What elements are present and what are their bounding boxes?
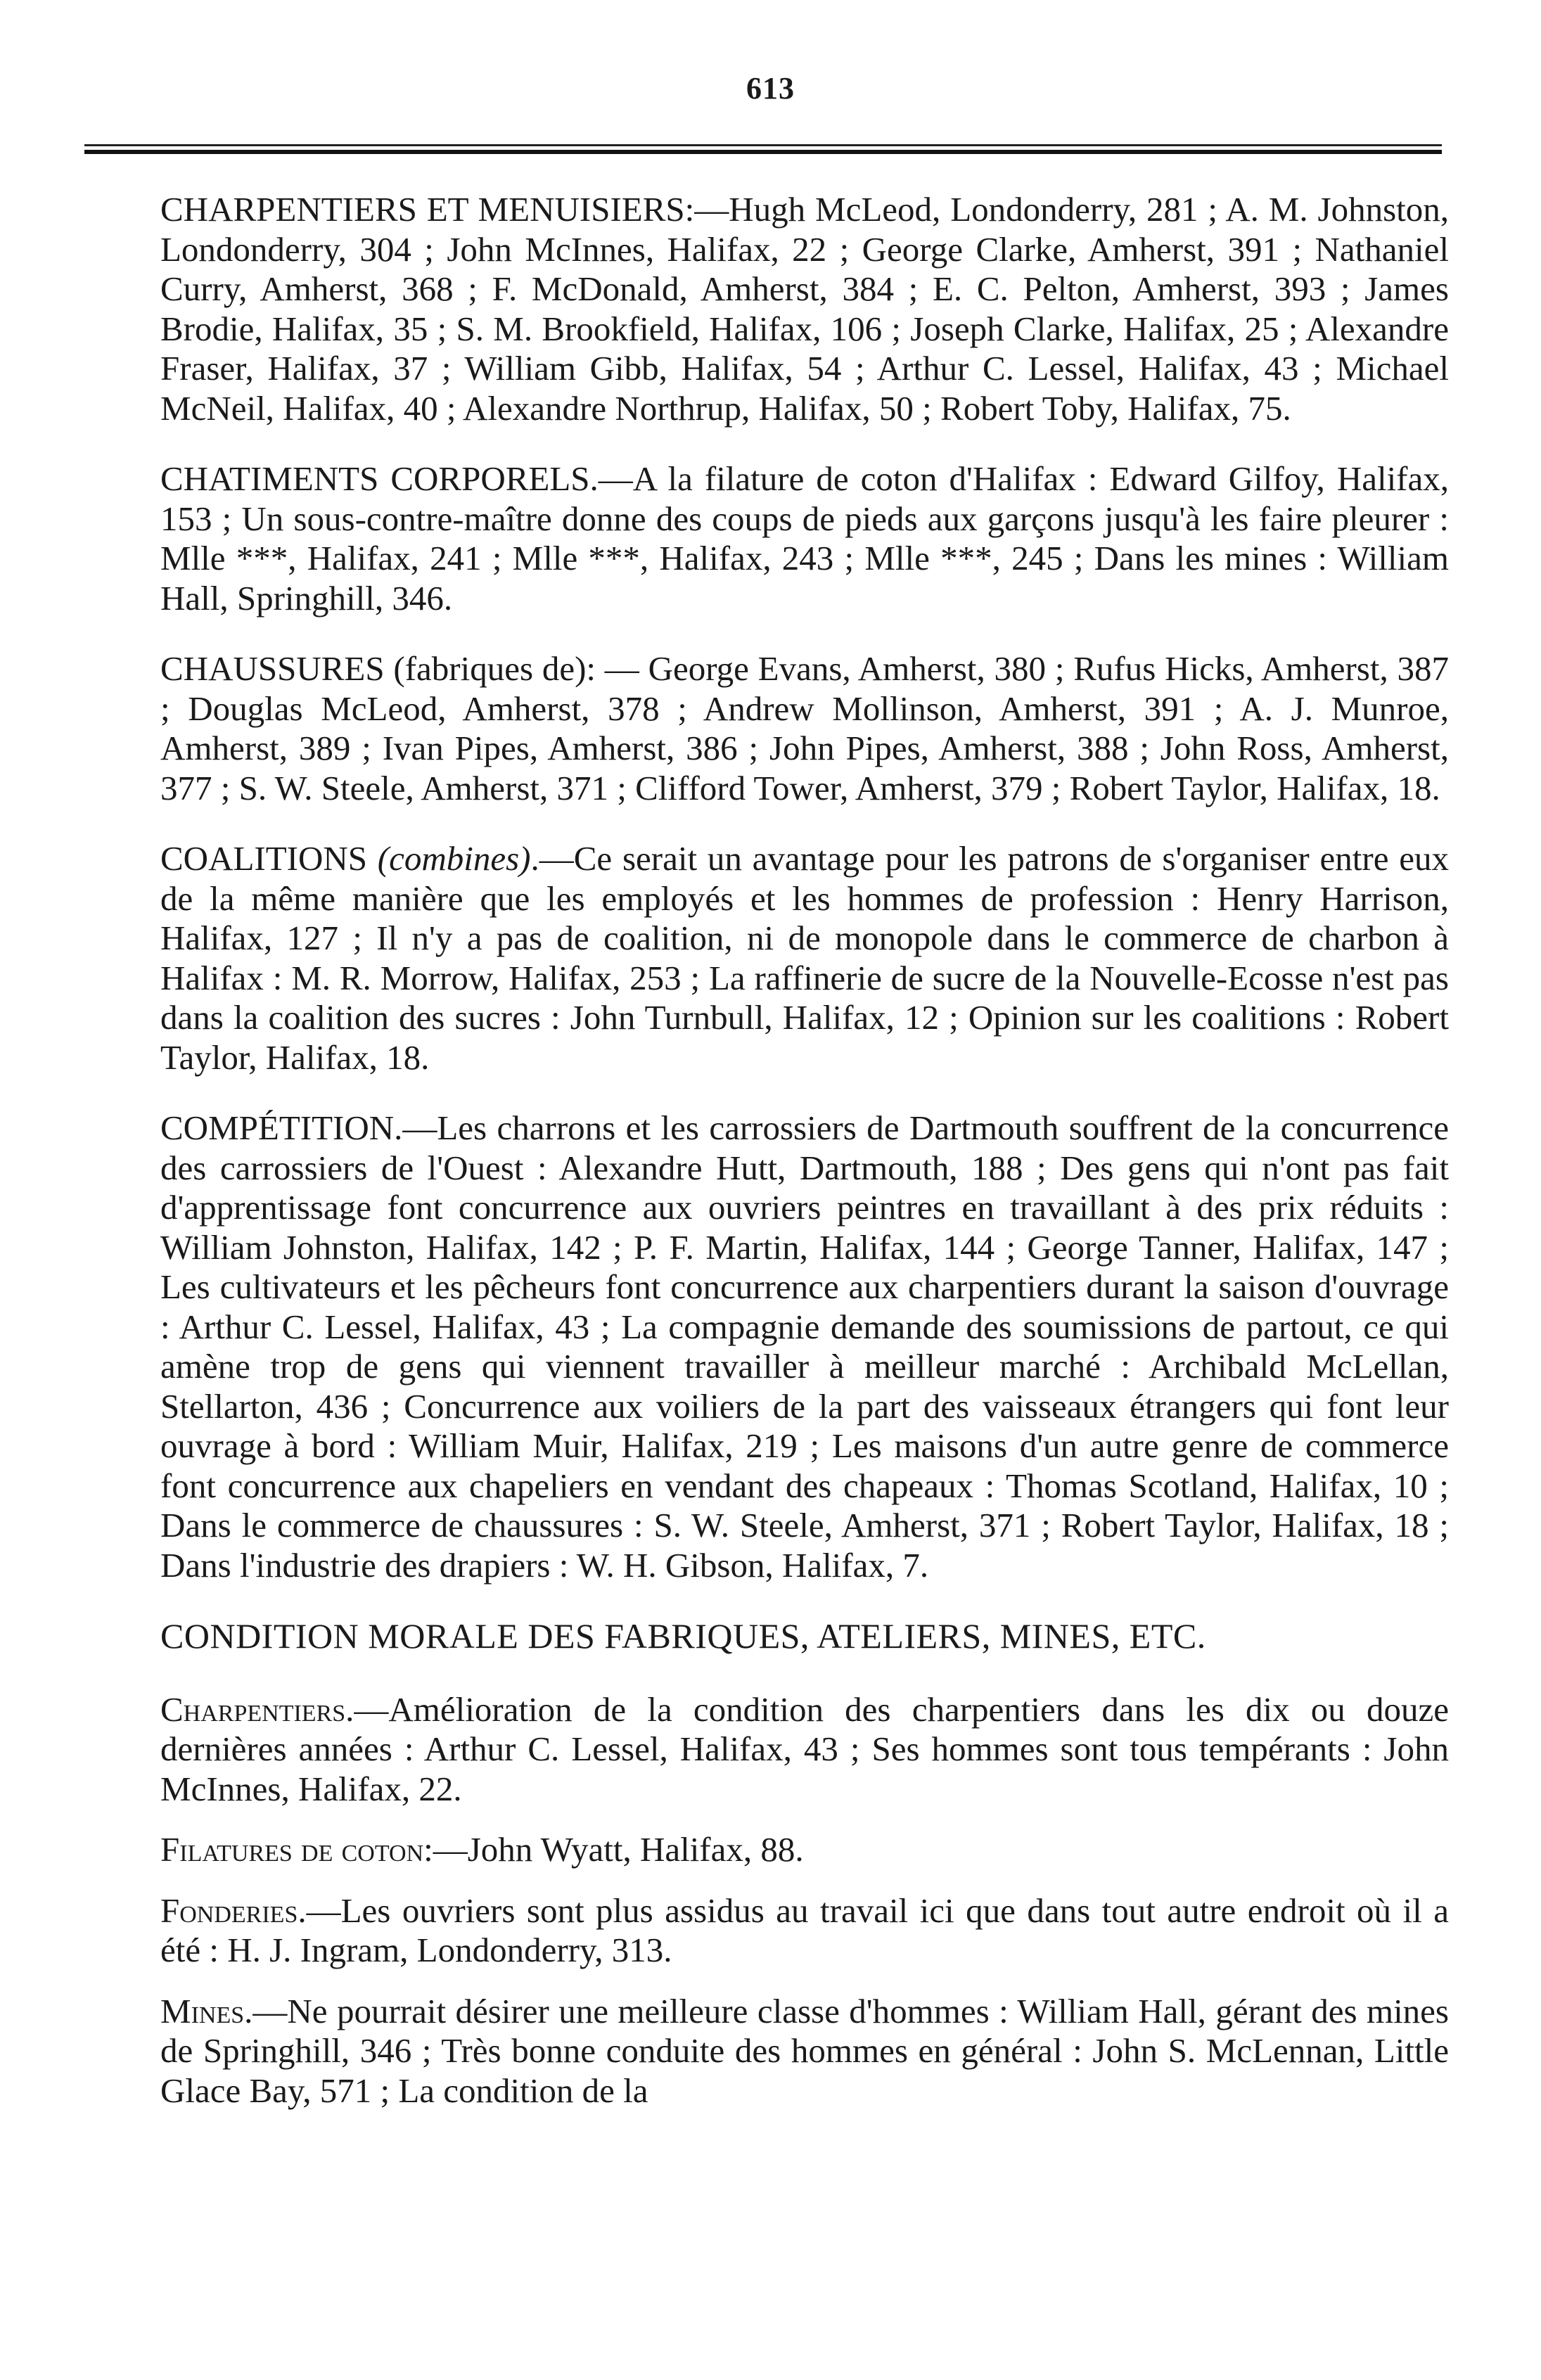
subentry-fonderies	[160, 1891, 1449, 1971]
index-entry-charpentiers	[160, 190, 1449, 428]
entry-text: —Les charrons et les carrossiers de Dartmouth souffrent de la concurrence des carrossiers de l'Ouest : Alexandre Hutt, Dartmouth, 188 ; Des gens qui n'ont pas fait d'apprentissage font concurrence aux ouvriers peintres en travaillant à des prix réduits : William Johnston, Halifax, 142 ; P. F. Martin, Halifax, 144 ; George Tanner, Halifax, 147 ; Les cultivateurs et les pêcheurs font concurrence aux charpentiers durant la saison d'ouvrage : Arthur C. Lessel, Halifax, 43 ; La compagnie demande des soumissions de partout, ce qui amène trop de gens qui viennent travailler à meilleur marché : Archibald McLellan, Stellarton, 436 ; Concurrence aux voiliers de la part des vaisseaux étrangers qui font leur ouvrage à bord : William Muir, Halifax, 219 ; Les maisons d'un autre genre de commerce font concurrence aux chapeliers en vendant des chapeaux : Thomas Scotland, Halifax, 10 ; Dans le commerce de chaussures : S. W. Steele, Amherst, 371 ; Robert Taylor, Halifax, 18 ; Dans l'industrie des drapiers : W. H. Gibson, Halifax, 7.	[160, 1108, 1449, 1585]
index-entry-chaussures	[160, 649, 1449, 808]
entry-term: (fabriques de):	[393, 649, 596, 688]
header-rule-thick	[84, 150, 1442, 154]
entry-text: —A la filature de coton d'Halifax : Edward Gilfoy, Halifax, 153 ; Un sous-contre-maître donne des coups de pieds aux garçons jusqu'à les faire pleurer : Mlle ***, Halifax, 241 ; Mlle ***, Halifax, 243 ; Mlle ***, 245 ; Dans les mines : William Hall, Springhill, 346.	[160, 459, 1449, 618]
index-entry-chatiments	[160, 459, 1449, 618]
subentry-label: Filatures de coton:	[160, 1830, 433, 1869]
entry-text: — George Evans, Amherst, 380 ; Rufus Hicks, Amherst, 387 ; Douglas McLeod, Amherst, 378 ; Andrew Mollinson, Amherst, 391 ; A. J. Munroe, Amherst, 389 ; Ivan Pipes, Amherst, 386 ; John Pipes, Amherst, 388 ; John Ross, Amherst, 377 ; S. W. Steele, Amherst, 371 ; Clifford Tower, Amherst, 379 ; Robert Taylor, Halifax, 18.	[160, 649, 1450, 807]
entry-heading: CHAUSSURES	[160, 649, 385, 688]
section-title: CONDITION MORALE DES FABRIQUES, ATELIERS, MINES, ETC.	[160, 1616, 1206, 1656]
entry-heading: COMPÉTITION.	[160, 1108, 403, 1147]
entry-heading: CHATIMENTS CORPORELS.	[160, 459, 599, 498]
entry-text: .—Ce serait un avantage pour les patrons de s'organiser entre eux de la même manière que les employés et les hommes de profession : Henry Harrison, Halifax, 127 ; Il n'y a pas de coalition, ni de monopole dans le commerce de charbon à Halifax : M. R. Morrow, Halifax, 253 ; La raffinerie de sucre de la Nouvelle-Ecosse n'est pas dans la coalition des sucres : John Turnbull, Halifax, 12 ; Opinion sur les coalitions : Robert Taylor, Halifax, 18.	[160, 839, 1450, 1077]
subentry-text: —Amélioration de la condition des charpentiers dans les dix ou douze dernières années : Arthur C. Lessel, Halifax, 43 ; Ses hommes sont tous tempérants : John McInnes, Halifax, 22.	[160, 1689, 1449, 1808]
subentry-label: Charpentiers.	[160, 1689, 354, 1729]
index-entry-competition	[160, 1108, 1449, 1585]
header-rule-thin	[84, 144, 1442, 146]
entry-heading: COALITIONS	[160, 839, 367, 878]
entry-heading: CHARPENTIERS ET MENUISIERS:	[160, 190, 695, 229]
page-number: 613	[746, 71, 795, 105]
index-content	[160, 190, 1449, 2132]
subentry-label: Mines.	[160, 1991, 253, 2030]
subentry-mines	[160, 1992, 1449, 2111]
entry-text: —Hugh McLeod, Londonderry, 281 ; A. M. Johnston, Londonderry, 304 ; John McInnes, Halifax, 22 ; George Clarke, Amherst, 391 ; Nathaniel Curry, Amherst, 368 ; F. McDonald, Amherst, 384 ; E. C. Pelton, Amherst, 393 ; James Brodie, Halifax, 35 ; S. M. Brookfield, Halifax, 106 ; Joseph Clarke, Halifax, 25 ; Alexandre Fraser, Halifax, 37 ; William Gibb, Halifax, 54 ; Arthur C. Lessel, Halifax, 43 ; Michael McNeil, Halifax, 40 ; Alexandre Northrup, Halifax, 50 ; Robert Toby, Halifax, 75.	[160, 190, 1450, 428]
subentry-filatures	[160, 1830, 1449, 1870]
index-entry-coalitions	[160, 839, 1449, 1077]
entry-term: (combines)	[377, 839, 531, 878]
subentry-text: —Ne pourrait désirer une meilleure classe d'hommes : William Hall, gérant des mines de Springhill, 346 ; Très bonne conduite des hommes en général : John S. McLennan, Little Glace Bay, 571 ; La condition de la	[160, 1991, 1449, 2110]
subentry-label: Fonderies.	[160, 1890, 307, 1930]
subentry-charpentiers	[160, 1690, 1449, 1810]
subentry-text: —John Wyatt, Halifax, 88.	[433, 1830, 804, 1869]
subentry-text: —Les ouvriers sont plus assidus au travail ici que dans tout autre endroit où il a été : H. J. Ingram, Londonderry, 313.	[160, 1890, 1449, 1969]
